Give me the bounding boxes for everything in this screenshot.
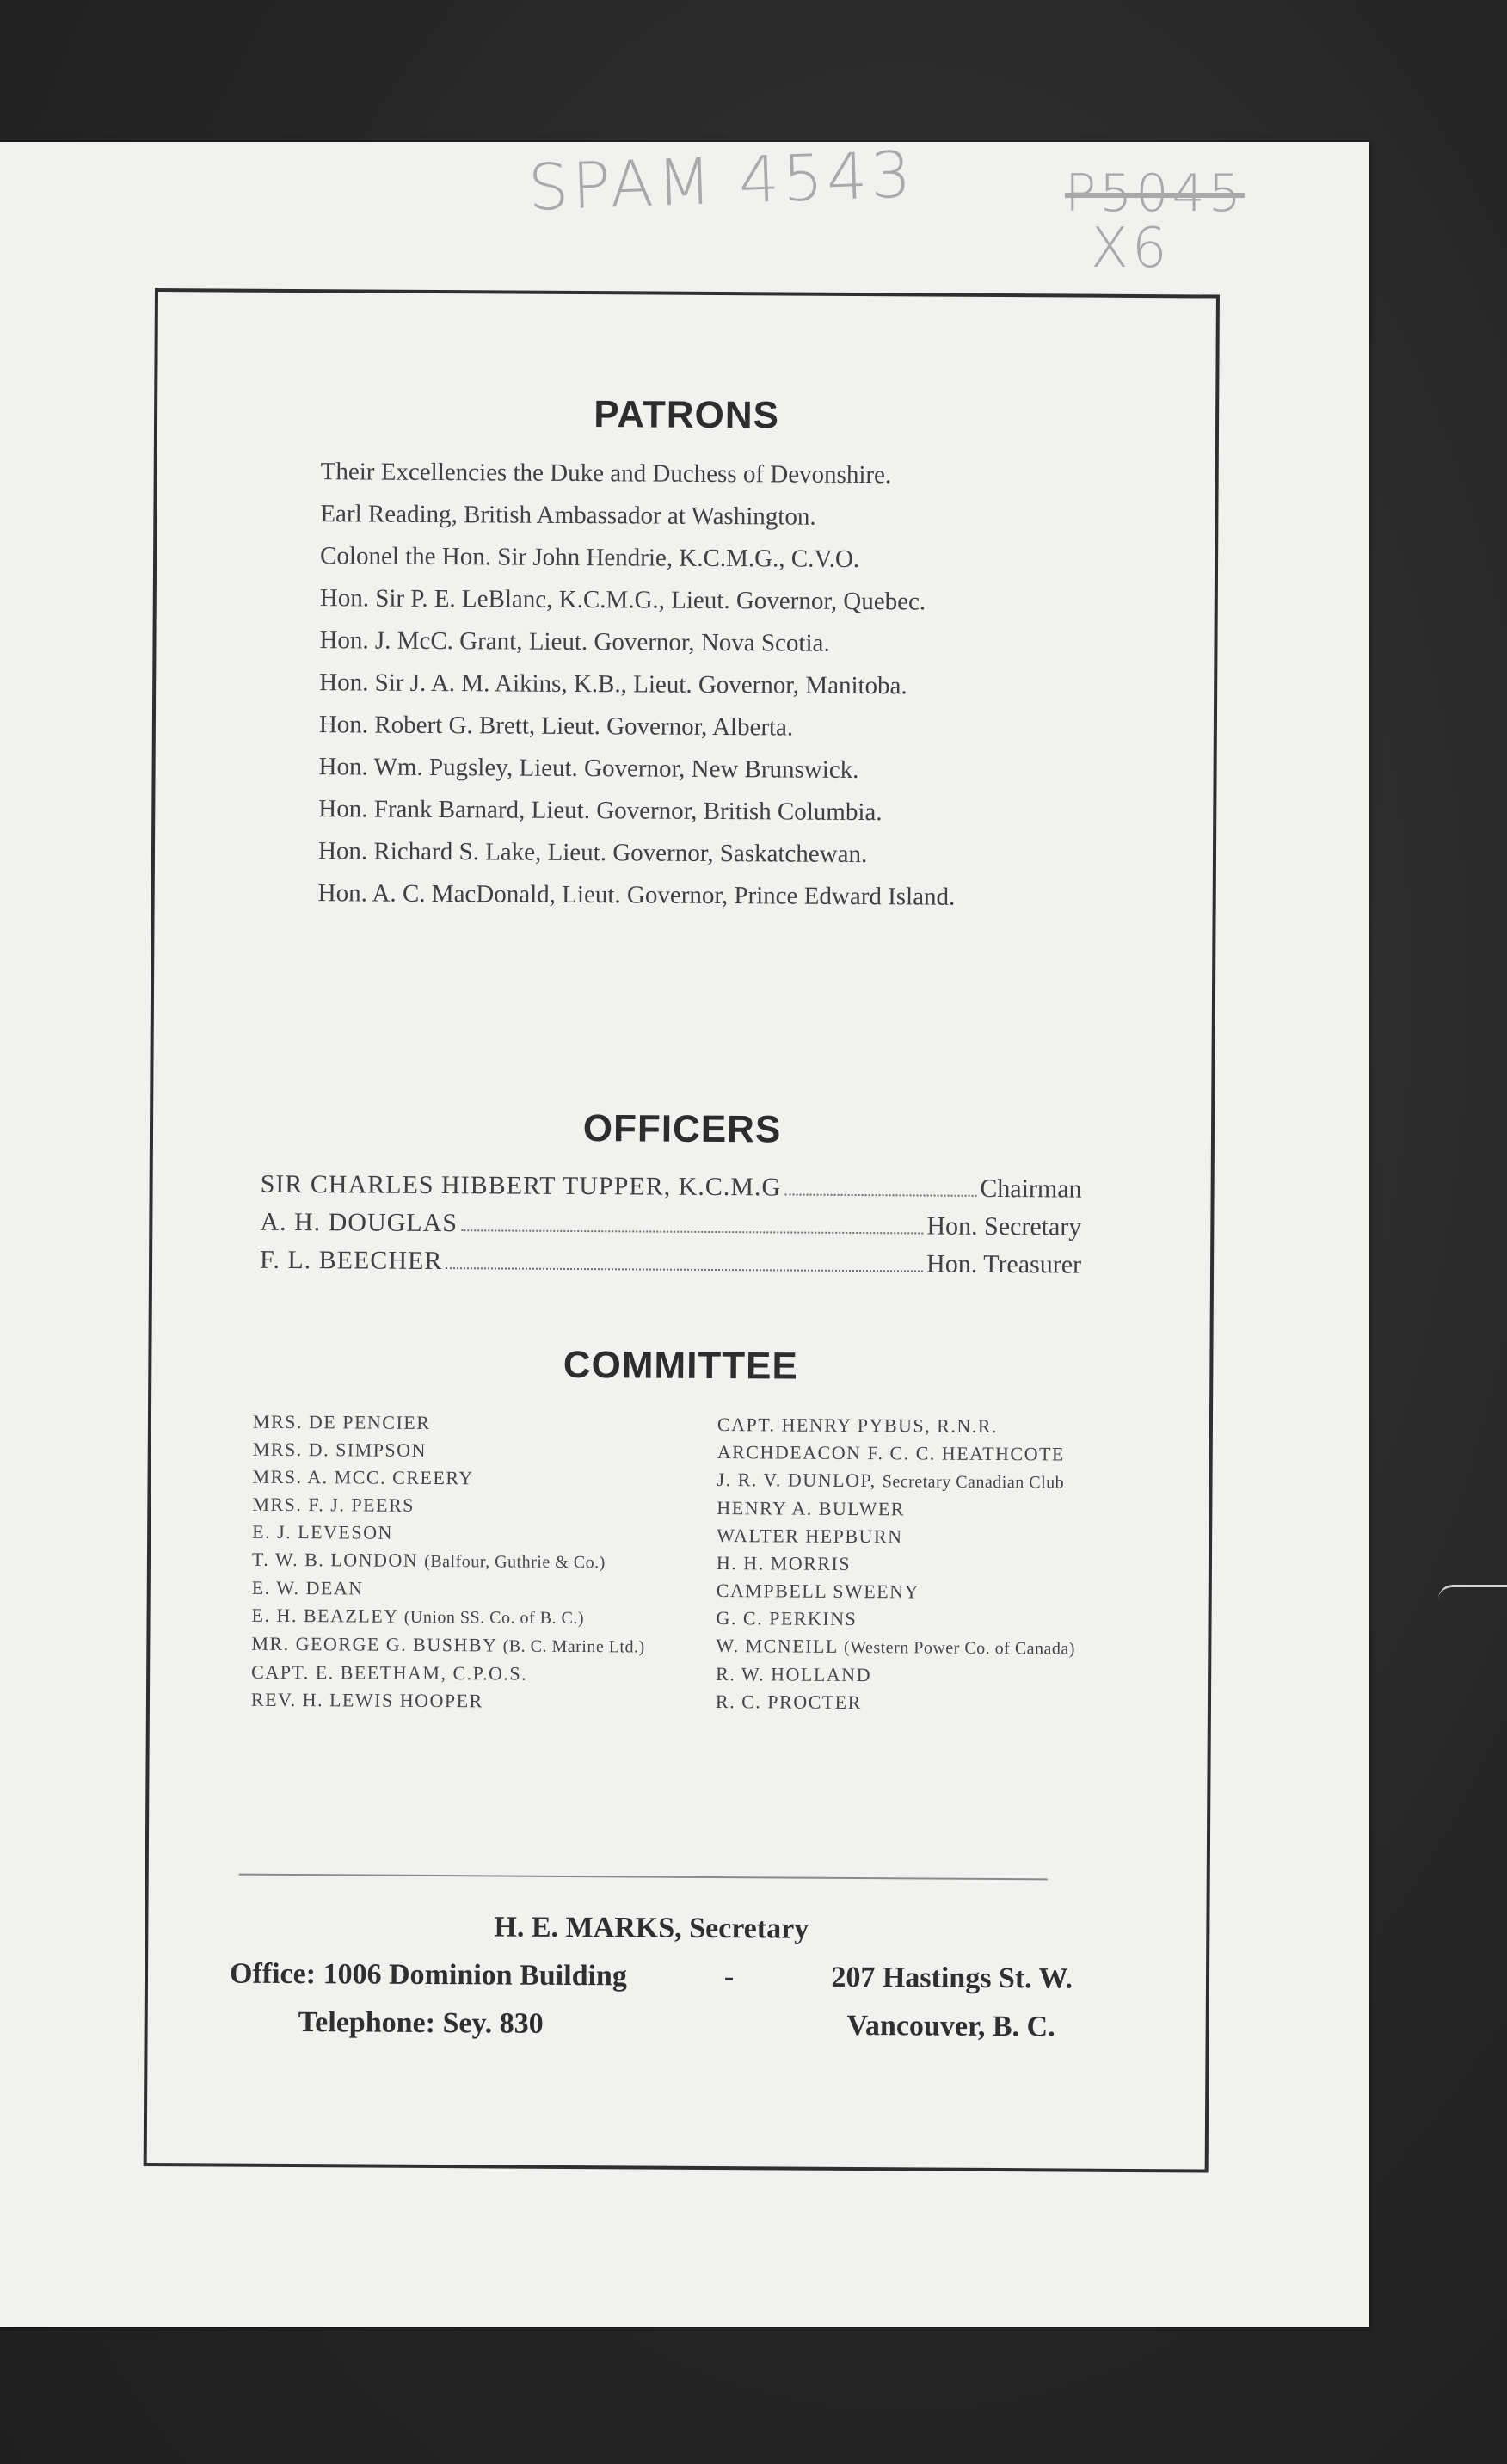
member-affiliation: Secretary Canadian Club xyxy=(882,1472,1065,1493)
committee-member xyxy=(717,1441,1113,1466)
committee-member xyxy=(253,1438,649,1463)
patron-item: Hon. Frank Barnard, Lieut. Governor, British Columbia. xyxy=(318,795,883,827)
committee-list xyxy=(251,1411,1113,1722)
member-name: E. H. BEAZLEY xyxy=(251,1604,398,1627)
committee-member xyxy=(717,1469,1112,1494)
contact-block xyxy=(230,1910,1073,2044)
member-name: T. W. B. LONDON xyxy=(251,1548,419,1571)
member-name: HENRY A. BULWER xyxy=(717,1497,906,1520)
officer-row xyxy=(261,1166,1082,1209)
member-affiliation: (B. C. Marine Ltd.) xyxy=(502,1636,645,1657)
committee-member xyxy=(251,1661,647,1686)
member-name: MRS. DE PENCIER xyxy=(252,1410,431,1433)
patron-item: Hon. Wm. Pugsley, Lieut. Governor, New Brunswick. xyxy=(318,753,859,785)
committee-member xyxy=(717,1525,1112,1549)
street-address: 207 Hastings St. W. xyxy=(831,1961,1073,1995)
patron-item: Hon. Robert G. Brett, Lieut. Governor, Alberta. xyxy=(318,711,794,742)
member-name: W. MCNEILL xyxy=(716,1635,839,1657)
officer-name: A. H. DOUGLAS xyxy=(260,1207,458,1238)
committee-member xyxy=(251,1633,647,1659)
committee-member xyxy=(253,1411,649,1436)
city: Vancouver, B. C. xyxy=(846,2009,1055,2043)
divider-rule xyxy=(239,1874,1048,1881)
officer-role: Hon. Treasurer xyxy=(926,1249,1082,1279)
member-name: CAMPBELL SWEENY xyxy=(716,1580,920,1603)
committee-member xyxy=(717,1497,1112,1522)
committee-member xyxy=(716,1607,1111,1632)
committee-heading: COMMITTEE xyxy=(563,1343,798,1388)
member-name: MRS. D. SIMPSON xyxy=(252,1438,427,1461)
member-name: REV. H. LEWIS HOOPER xyxy=(250,1688,483,1712)
phone-city-line xyxy=(230,2006,1073,2044)
stray-mark xyxy=(1438,1585,1507,1599)
member-name: ARCHDEACON F. C. C. HEATHCOTE xyxy=(717,1441,1065,1465)
committee-member xyxy=(716,1663,1111,1688)
member-name: MRS. F. J. PEERS xyxy=(252,1493,415,1516)
officer-row xyxy=(260,1204,1081,1247)
member-name: R. W. HOLLAND xyxy=(716,1663,872,1686)
committee-member xyxy=(251,1605,647,1630)
bordered-frame xyxy=(144,288,1220,2173)
member-name: MRS. A. MCC. CREERY xyxy=(252,1465,474,1489)
committee-member xyxy=(252,1494,648,1518)
officer-row xyxy=(260,1241,1081,1284)
member-affiliation: (Western Power Co. of Canada) xyxy=(843,1637,1076,1659)
patron-item: Hon. J. McC. Grant, Lieut. Governor, Nova Scotia. xyxy=(319,626,830,657)
officers-heading: OFFICERS xyxy=(582,1107,782,1151)
patron-item: Hon. Sir J. A. M. Aikins, K.B., Lieut. Governor, Manitoba. xyxy=(319,668,907,700)
office-address: Office: 1006 Dominion Building xyxy=(229,1957,628,1993)
committee-member xyxy=(716,1635,1111,1660)
committee-member xyxy=(251,1689,647,1714)
patron-item: Hon. Richard S. Lake, Lieut. Governor, Saskatchewan. xyxy=(317,837,868,869)
committee-left-column xyxy=(251,1411,649,1719)
member-name: E. J. LEVESON xyxy=(252,1520,393,1543)
handwritten-struck-mark: P5045 xyxy=(1065,163,1245,224)
member-affiliation: (Union SS. Co. of B. C.) xyxy=(403,1607,585,1629)
committee-member xyxy=(252,1577,648,1602)
address-line xyxy=(230,1958,1073,1996)
officer-name: SIR CHARLES HIBBERT TUPPER, K.C.M.G xyxy=(260,1169,782,1202)
member-name: R. C. PROCTER xyxy=(715,1691,862,1714)
patrons-heading: PATRONS xyxy=(594,393,780,437)
patron-item: Colonel the Hon. Sir John Hendrie, K.C.M.G., C.V.O. xyxy=(320,542,860,574)
member-name: MR. GEORGE G. BUSHBY xyxy=(251,1632,497,1656)
patron-item: Their Excellencies the Duke and Duchess of Devonshire. xyxy=(320,458,892,490)
member-name: E. W. DEAN xyxy=(251,1576,364,1599)
committee-member xyxy=(717,1580,1112,1605)
member-name: J. R. V. DUNLOP, xyxy=(717,1469,877,1492)
telephone: Telephone: Sey. 830 xyxy=(298,2006,544,2040)
committee-member xyxy=(717,1414,1113,1438)
member-affiliation: (Balfour, Guthrie & Co.) xyxy=(424,1551,606,1573)
officers-list xyxy=(260,1166,1082,1284)
handwritten-extra-mark: X6 xyxy=(1091,217,1171,280)
member-name: CAPT. E. BEETHAM, C.P.O.S. xyxy=(251,1660,528,1685)
member-name: H. H. MORRIS xyxy=(716,1552,852,1574)
patron-item: Hon. A. C. MacDonald, Lieut. Governor, Prince Edward Island. xyxy=(317,879,956,911)
dot-leader xyxy=(461,1229,923,1234)
patron-item: Earl Reading, British Ambassador at Washington. xyxy=(320,500,816,531)
member-name: WALTER HEPBURN xyxy=(717,1525,903,1548)
patrons-list xyxy=(318,456,1043,924)
committee-member xyxy=(716,1691,1111,1716)
officer-role: Chairman xyxy=(980,1173,1082,1204)
committee-right-column xyxy=(716,1414,1113,1722)
handwritten-catalog-mark: SPAM 4543 xyxy=(526,138,916,225)
committee-member xyxy=(252,1549,648,1574)
dot-leader xyxy=(784,1193,976,1196)
committee-member xyxy=(252,1521,648,1546)
address-dash: - xyxy=(723,1961,735,1993)
secretary-name: H. E. MARKS, Secretary xyxy=(494,1911,809,1945)
officer-role: Hon. Secretary xyxy=(926,1211,1082,1241)
patron-item: Hon. Sir P. E. LeBlanc, K.C.M.G., Lieut. Governor, Quebec. xyxy=(319,584,926,616)
committee-member xyxy=(252,1466,648,1491)
dot-leader xyxy=(446,1267,923,1272)
officer-name: F. L. BEECHER xyxy=(260,1245,443,1276)
committee-member xyxy=(717,1552,1112,1577)
member-name: CAPT. HENRY PYBUS, R.N.R. xyxy=(717,1414,999,1438)
member-name: G. C. PERKINS xyxy=(716,1607,858,1630)
